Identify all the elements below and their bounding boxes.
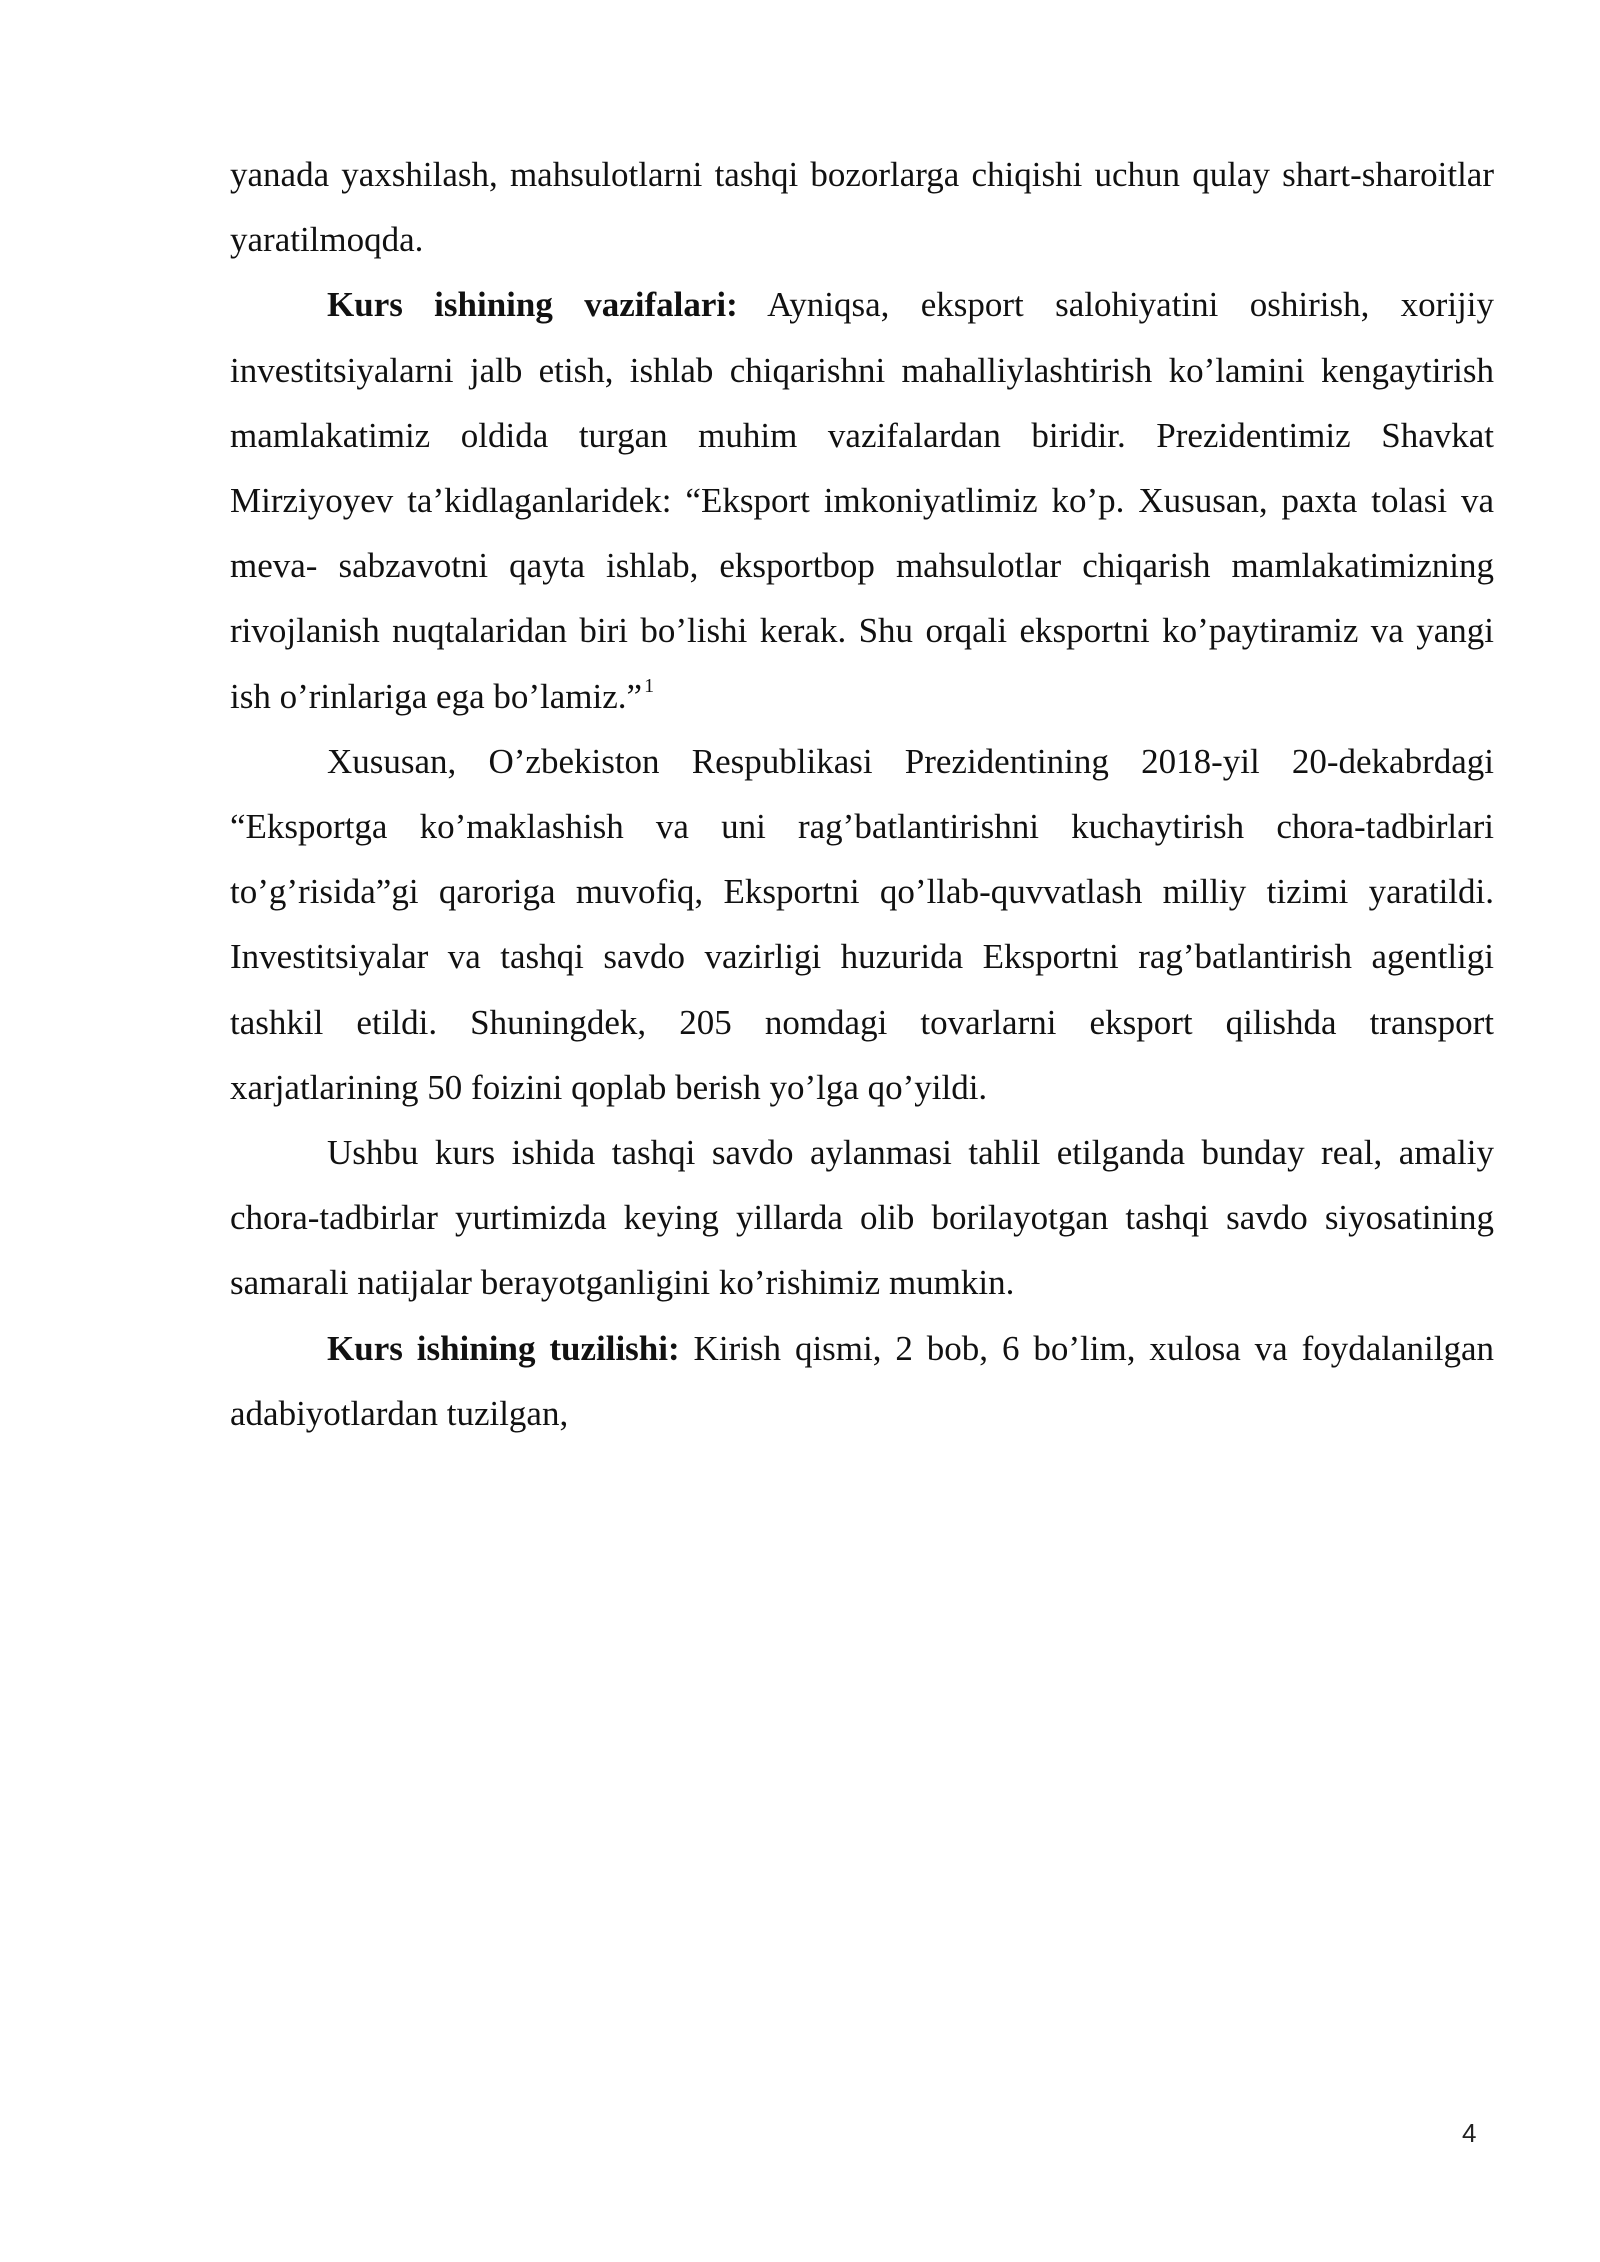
paragraph-tasks [230, 272, 1494, 728]
page-number: 4 [1462, 2118, 1477, 2148]
paragraph-continuation [230, 142, 1494, 272]
paragraph-text: Kirish qismi, 2 bob, 6 bo’lim, xulosa va foydalanilgan adabiyotlardan tuzilgan, [230, 1328, 1495, 1433]
paragraph-decree [230, 729, 1494, 1120]
paragraph-text: Xususan, O’zbekiston Respublikasi Prezidentining 2018-yil 20-dekabrdagi “Eksportga ko’maklashish va uni rag’batlantirishni kuchaytirish chora-tadbirlari to’g’risida”gi qaroriga muvofiq, Eksportni qo’llab-quvvatlash milliy tizimi yaratildi. Investitsiyalar va tashqi savdo vazirligi huzurida Eksportni rag’batlantirish agentligi tashkil etildi. Shuningdek, 205 nomdagi tovarlarni eksport qilishda transport xarjatlarining 50 foizini qoplab berish yo’lga qo’yildi. [230, 741, 1494, 1107]
footnote-marker[interactable]: 1 [644, 674, 655, 697]
section-label-tasks: Kurs ishining vazifalari: [327, 285, 738, 325]
paragraph-structure [230, 1316, 1494, 1446]
paragraph-text: yanada yaxshilash, mahsulotlarni tashqi bozorlarga chiqishi uchun qulay shart-sharoitlar yaratilmoqda. [230, 155, 1494, 260]
paragraph-text: Ushbu kurs ishida tashqi savdo aylanmasi tahlil etilganda bunday real, amaliy chora-tadbirlar yurtimizda keying yillarda olib borilayotgan tashqi savdo siyosatining samarali natijalar berayotganligini ko’rishimiz mumkin. [230, 1133, 1494, 1303]
document-body [230, 142, 1494, 1446]
paragraph-analysis [230, 1120, 1494, 1316]
section-label-structure: Kurs ishining tuzilishi: [327, 1328, 680, 1368]
paragraph-text: Ayniqsa, eksport salohiyatini oshirish, xorijiy investitsiyalarni jalb etish, ishlab chiqarishni mahalliylashtirish ko’lamini kengaytirish mamlakatimiz oldida turgan muhim vazifalardan biridir. Prezidentimiz Shavkat Mirziyoyev ta’kidlaganlaridek: “Eksport imkoniyatlimiz ko’p. Xususan, paxta tolasi va meva- sabzavotni qayta ishlab, eksportbop mahsulotlar chiqarish mamlakatimizning rivojlanish nuqtalaridan biri bo’lishi kerak. Shu orqali eksportni ko’paytiramiz va yangi ish o’rinlariga ega bo’lamiz.” [230, 285, 1494, 716]
